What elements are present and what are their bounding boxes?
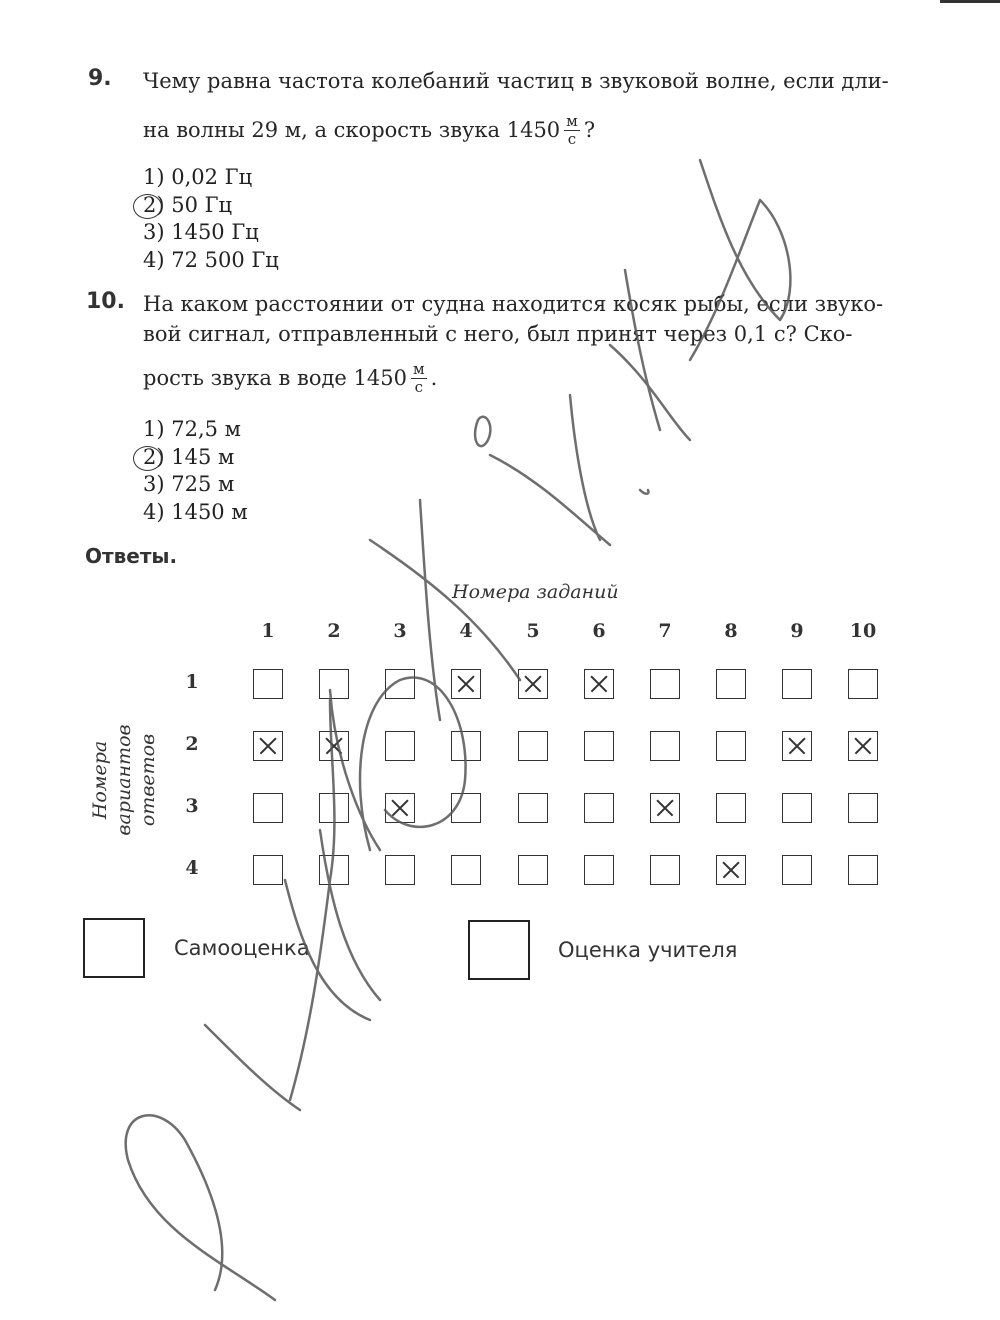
task-column-number: 4 [459,620,473,642]
task-column-number: 8 [724,620,738,642]
question-10-options [143,416,248,526]
answer-checkbox[interactable] [584,793,614,823]
unit-numerator: м [412,359,425,378]
answer-checkbox[interactable] [848,669,878,699]
answer-checkbox-marked[interactable] [319,731,349,761]
question-10-text-speed: рость звука в воде 1450 [143,366,407,390]
answer-checkbox[interactable] [451,855,481,885]
answer-checkbox[interactable] [518,731,548,761]
variant-row-number: 2 [185,733,199,755]
task-column-number: 6 [592,620,606,642]
task-column-number: 5 [526,620,540,642]
self-assessment-label: Самооценка [174,936,310,960]
answer-checkbox[interactable] [253,669,283,699]
unit-denominator: с [414,377,423,396]
task-column-number: 3 [393,620,407,642]
answer-checkbox[interactable] [650,731,680,761]
question-9-text-line1: Чему равна частота колебаний частиц в звуковой волне, если дли- [143,69,889,93]
answer-checkbox[interactable] [451,793,481,823]
variant-row-number: 4 [185,857,199,879]
question-9-text-speed: на волны 29 м, а скорость звука 1450 [143,118,561,142]
selected-answer-circle [133,194,162,219]
q10-option-2[interactable]: 2) 145 м [143,444,248,472]
answer-checkbox[interactable] [716,793,746,823]
answers-title: Ответы. [85,544,178,568]
variants-axis-label: Номера вариантов ответов [89,724,159,836]
answer-checkbox-marked[interactable] [451,669,481,699]
q9-option-3[interactable]: 3) 1450 Гц [143,220,259,244]
question-9-text-line2 [143,110,595,150]
answer-checkbox[interactable] [385,669,415,699]
answer-checkbox-marked[interactable] [716,855,746,885]
teacher-assessment-label: Оценка учителя [558,938,738,962]
unit-fraction-m-s [411,361,427,396]
unit-denominator: с [567,129,577,148]
answer-checkbox[interactable] [716,731,746,761]
answer-checkbox[interactable] [782,669,812,699]
answer-checkbox-marked[interactable] [650,793,680,823]
q9-option-1[interactable]: 1) 0,02 Гц [143,165,253,189]
answer-checkbox-marked[interactable] [518,669,548,699]
task-column-number: 2 [327,620,341,642]
question-9-number: 9. [88,66,112,91]
answer-checkbox[interactable] [253,855,283,885]
answer-checkbox[interactable] [319,855,349,885]
teacher-assessment-box[interactable] [468,920,530,980]
task-column-number: 9 [790,620,804,642]
question-10-text-line3 [143,358,437,398]
answer-checkbox[interactable] [716,669,746,699]
answer-checkbox[interactable] [584,731,614,761]
answer-checkbox[interactable] [584,855,614,885]
selected-answer-circle [133,446,162,471]
question-10-text-end: . [430,366,438,390]
answer-checkbox[interactable] [319,793,349,823]
q10-option-4[interactable]: 4) 1450 м [143,499,248,524]
answer-checkbox[interactable] [650,669,680,699]
variant-row-number: 1 [185,671,199,693]
answer-checkbox[interactable] [518,793,548,823]
answer-checkbox[interactable] [319,669,349,699]
answer-checkbox-marked[interactable] [584,669,614,699]
task-column-number: 10 [849,620,877,642]
answer-checkbox[interactable] [848,793,878,823]
answer-checkbox[interactable] [848,855,878,885]
answer-checkbox[interactable] [253,793,283,823]
task-column-number: 7 [658,620,672,642]
tasks-axis-label: Номера заданий [452,581,619,603]
question-10-text-line2: вой сигнал, отправленный с него, был принят через 0,1 с? Ско- [143,322,853,346]
unit-numerator: м [566,111,578,130]
q9-option-4[interactable]: 4) 72 500 Гц [143,247,279,272]
variant-row-number: 3 [185,795,199,817]
q9-option-2[interactable]: 2) 50 Гц [143,192,279,220]
answer-checkbox-marked[interactable] [848,731,878,761]
question-9-text-end: ? [583,118,596,142]
answer-checkbox[interactable] [385,731,415,761]
unit-fraction-m-s [564,113,580,148]
answer-checkbox[interactable] [782,793,812,823]
answer-checkbox[interactable] [451,731,481,761]
self-assessment-box[interactable] [83,918,145,978]
question-9-options [143,164,279,274]
answer-checkbox-marked[interactable] [253,731,283,761]
q10-option-1[interactable]: 1) 72,5 м [143,417,241,441]
task-column-number: 1 [261,620,275,642]
question-10-text-line1: На каком расстоянии от судна находится косяк рыбы, если звуко- [143,292,884,316]
question-10-number: 10. [86,289,125,314]
answer-checkbox[interactable] [782,855,812,885]
answer-checkbox[interactable] [385,855,415,885]
top-edge-line [940,0,1000,3]
answer-checkbox[interactable] [650,855,680,885]
answer-checkbox[interactable] [518,855,548,885]
q10-option-3[interactable]: 3) 725 м [143,472,235,496]
answer-checkbox-marked[interactable] [385,793,415,823]
answer-checkbox-marked[interactable] [782,731,812,761]
